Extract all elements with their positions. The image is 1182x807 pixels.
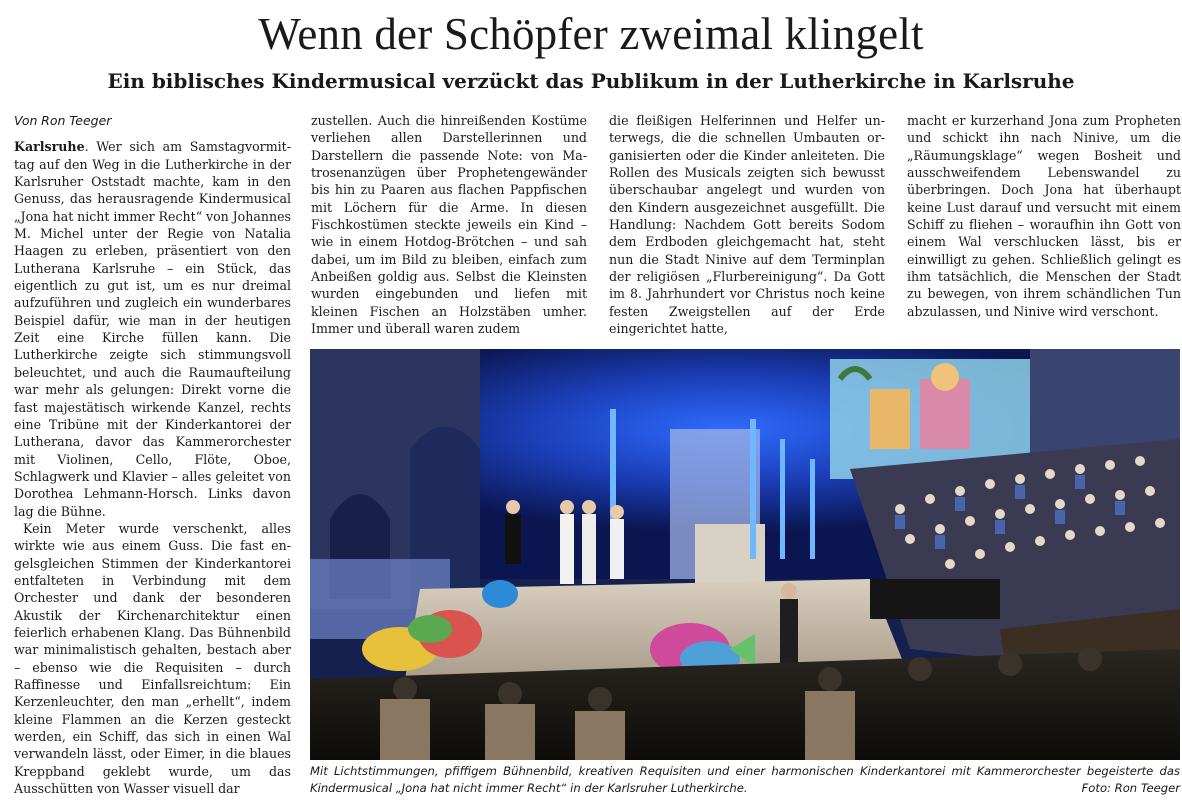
article-paragraph-col3: die fleißigen Helferinnen und Helfer unterwegs, die die schnellen Umbauten organisierten oder die Kinder anleiteten. Die Rollen des Musicals zeigten sich bewusst überschaubar angelegt und wurden von den Kindern ausgezeichnet ausgefüllt. Die Handlung: Nachdem Gott bereits Sodom dem Erdboden gleichgemacht hat, steht nun die Stadt Ninive auf dem Terminplan der religiösen „Flurbereinigung“. Da Gott im 8. Jahrhundert vor Christus noch keine festen Zweigstellen auf der Erde eingerichtet hatte, xyxy=(609,113,885,337)
article-paragraph-col2: zustellen. Auch die hinreißenden Kostüme verliehen allen Darstellerinnen und Darstellern die passende Note: von Matrosenanzügen über Prophetengewänder bis hin zu Paaren aus flachen Pappfischen mit Löchern für die Arme. In diesen Fischkostümen steckte jeweils ein Kind – wie in einem Hotdog-Brötchen – und sah dabei, um im Bild zu bleiben, einfach zum Anbeißen goldig aus. Selbst die Kleinsten wurden eingebunden und liefen mit kleinen Fischen an Holzstäben umher. Immer und überall waren zudem xyxy=(311,113,587,337)
caption-text: Mit Lichtstimmungen, pfiffigem Bühnenbild, kreativen Requisiten und einer harmonischen Kinderkantorei mit Kammerorchester begeisterte das Kindermusical „Jona hat nicht immer Recht“ in der Karlsruher Lutherkirche. xyxy=(310,764,1180,795)
article-column-1 xyxy=(14,112,291,797)
photo-caption xyxy=(310,763,1180,796)
article-column-3 xyxy=(609,112,885,337)
author-line: Von Ron Teeger xyxy=(14,113,112,128)
article-paragraph-1 xyxy=(14,138,291,520)
dateline: Karlsruhe xyxy=(14,139,85,155)
article-paragraph-2: Kein Meter wurde verschenkt, alles wirkte wie aus einem Guss. Die fast engelsgleichen Stimmen der Kinderkantorei entfalteten in Verbindung mit dem Orchester und dank der besonderen Akustik der Kirchenarchitektur einen feierlich erhabenen Klang. Das Bühnenbild war minimalistisch gehalten, bestach aber – ebenso wie die Requisiten – durch Raffinesse und Einfallsreichtum: Ein Kerzenleuchter, den man „erhellt“, indem kleine Flammen an die Kerzen gesteckt werden, ein Schiff, das sich in einen Wal verwandeln lässt, oder Eimer, in die blaues Kreppband geklebt wurde, um das Ausschütten von Wasser visuell dar xyxy=(14,520,291,797)
concert-photo xyxy=(310,349,1180,760)
article-column-4 xyxy=(907,112,1181,320)
subheadline: Ein biblisches Kindermusical verzückt das Publikum in der Lutherkirche in Karlsruhe xyxy=(107,69,1075,93)
article-paragraph-col4: macht er kurzerhand Jona zum Propheten und schickt ihn nach Ninive, um die „Räumungsklage“ wegen Bosheit und ausschweifendem Lebenswandel zu überbringen. Doch Jona hat überhaupt keine Lust darauf und versucht mit einem Schiff zu fliehen – woraufhin ihn Gott von einem Wal verschlucken lässt, bis er einwilligt zu gehen. Schließlich gelingt es ihm tatsächlich, die Menschen der Stadt zu bewegen, von ihrem schändlichen Tun abzulassen, und Ninive wird verschont. xyxy=(907,113,1181,319)
headline: Wenn der Schöpfer zweimal klingelt xyxy=(258,9,924,59)
article-column-2 xyxy=(311,112,587,337)
photo-credit: Foto: Ron Teeger xyxy=(1081,780,1180,795)
paragraph-1-text: . Wer sich am Samstagvormittag auf den Weg in die Lutherkirche in der Karlsruher Oststadt machte, kam in den Genuss, das herausragende Kindermusical „Jona hat nicht immer Recht“ von Johannes M. Michel unter der Regie von Natalia Haagen zu erleben, präsentiert von den Lutherana Karlsruhe – ein Stück, das eigentlich zu gut ist, um es nur dreimal aufzuführen und zugleich ein wunderbares Beispiel dafür, wie man in der heutigen Zeit eine Kirche füllen kann. Die Lutherkirche zeigte sich stimmungsvoll beleuchtet, und auch die Raumaufteilung war mehr als gelungen: Direkt vorne die fast majestätisch wirkende Kanzel, rechts eine Tribüne mit der Kinderkantorei der Lutherana, davor das Kammerorchester mit Violinen, Cello, Flöte, Oboe, Schlagwerk und Klavier – alles geleitet von Dorothea Lehmann-Horsch. Links davon lag die Bühne. xyxy=(14,139,291,519)
